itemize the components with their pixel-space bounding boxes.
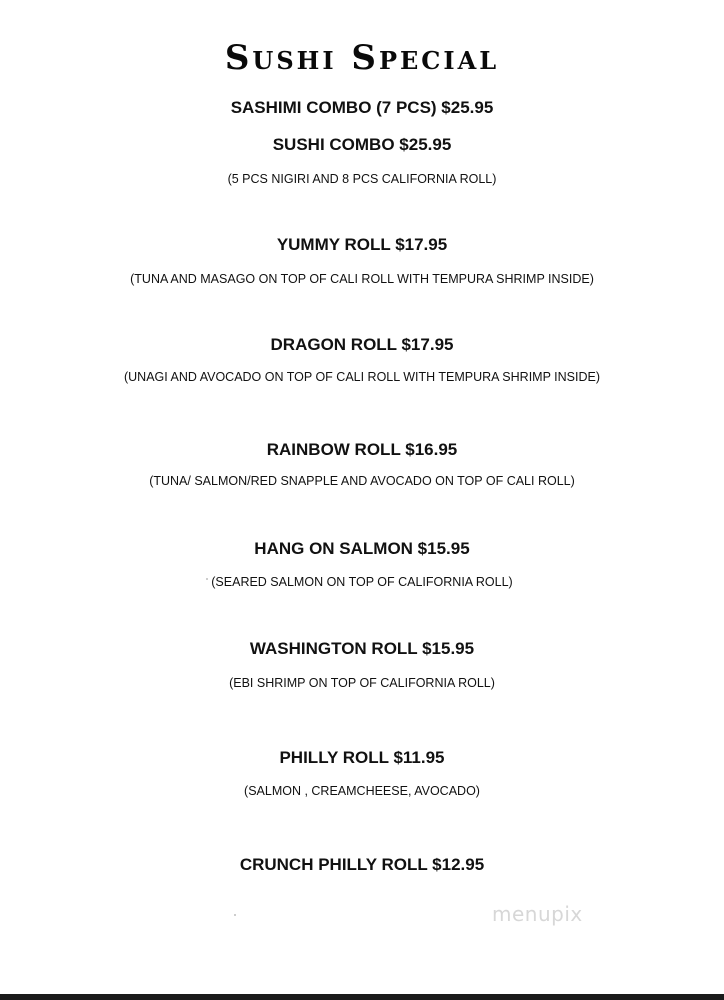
menu-item-philly-roll-description: (SALMON , CREAMCHEESE, AVOCADO) bbox=[244, 784, 480, 798]
menu-item-hang-on-salmon-description: (SEARED SALMON ON TOP OF CALIFORNIA ROLL) bbox=[211, 575, 513, 589]
menu-item-crunch-philly-roll: CRUNCH PHILLY ROLL $12.95 bbox=[239, 855, 485, 874]
menu-item-sashimi-combo: SASHIMI COMBO (7 PCS) $25.95 bbox=[230, 98, 494, 117]
scan-speck bbox=[206, 578, 208, 580]
menu-item-yummy-roll-description: (TUNA AND MASAGO ON TOP OF CALI ROLL WITH TEMPURA SHRIMP INSIDE) bbox=[130, 272, 594, 286]
menu-item-dragon-roll: DRAGON ROLL $17.95 bbox=[270, 335, 454, 354]
scan-speck bbox=[234, 914, 236, 916]
menu-item-washington-roll-description: (EBI SHRIMP ON TOP OF CALIFORNIA ROLL) bbox=[229, 676, 495, 690]
menu-item-rainbow-roll-description: (TUNA/ SALMON/RED SNAPPLE AND AVOCADO ON TOP OF CALI ROLL) bbox=[149, 474, 575, 488]
menu-item-sushi-combo-description: (5 PCS NIGIRI AND 8 PCS CALIFORNIA ROLL) bbox=[227, 172, 497, 186]
menu-item-yummy-roll: YUMMY ROLL $17.95 bbox=[276, 235, 448, 254]
menu-item-sushi-combo: SUSHI COMBO $25.95 bbox=[272, 135, 452, 154]
menu-title: Sushi Special bbox=[224, 38, 500, 78]
menu-item-washington-roll: WASHINGTON ROLL $15.95 bbox=[249, 639, 475, 658]
menu-item-rainbow-roll: RAINBOW ROLL $16.95 bbox=[266, 440, 458, 459]
menu-item-philly-roll: PHILLY ROLL $11.95 bbox=[279, 748, 445, 767]
menu-item-dragon-roll-description: (UNAGI AND AVOCADO ON TOP OF CALI ROLL WITH TEMPURA SHRIMP INSIDE) bbox=[123, 370, 600, 384]
menu-item-hang-on-salmon: HANG ON SALMON $15.95 bbox=[254, 539, 470, 558]
watermark-logo: menupix bbox=[492, 902, 583, 926]
bottom-edge-bar bbox=[0, 994, 724, 1000]
